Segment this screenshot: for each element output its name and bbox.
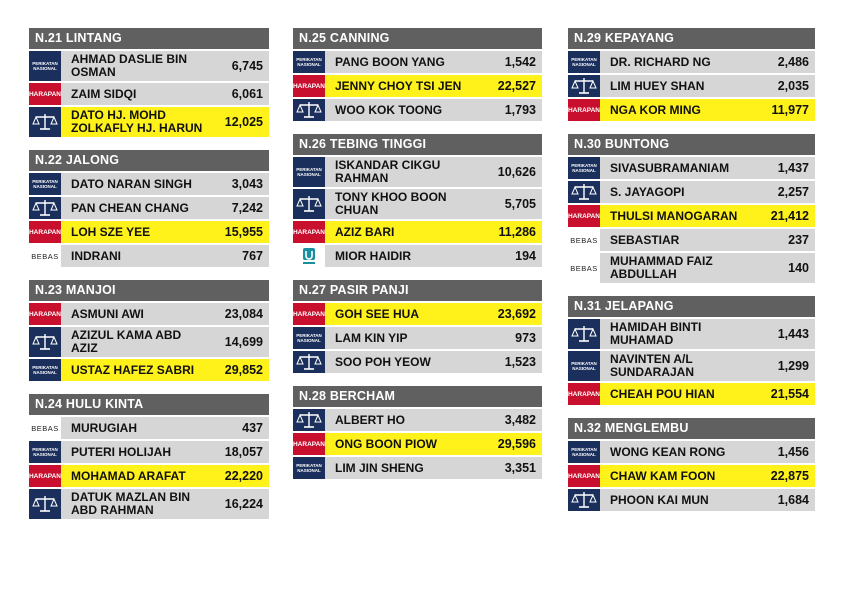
candidate-votes: 767 [242,249,263,263]
candidate-votes: 21,412 [770,209,809,223]
barisan-nasional-scale-icon [293,351,325,373]
bebas-logo-text: BEBAS [31,423,59,433]
seat-result-card [568,134,815,283]
candidate-row [293,155,542,187]
candidate-votes: 10,626 [497,165,536,179]
barisan-nasional-scale-icon [29,489,61,519]
candidate-row [568,439,815,463]
candidate-name: THULSI MANOGARAN [610,208,738,223]
bebas-logo [568,229,600,251]
perikatan-nasional-logo [29,441,61,463]
candidate-name: S. JAYAGOPI [610,184,685,199]
candidate-name: INDRANI [71,248,121,263]
candidate-name: JENNY CHOY TSI JEN [335,78,462,93]
candidate-name: DATO HJ. MOHD ZOLKAFLY HJ. HARUN [71,108,203,135]
candidate-votes: 1,684 [777,493,809,507]
perikatan-nasional-logo-text: PERIKATAN NASIONAL [571,361,597,371]
candidate-name: AZIZUL KAMA ABD AZIZ [71,328,182,355]
candidate-row-winner [29,105,269,137]
candidate-name: WONG KEAN RONG [610,444,726,459]
candidate-row-winner [568,97,815,121]
perikatan-nasional-logo [29,173,61,195]
seat-title: N.27 PASIR PANJI [293,280,542,301]
harapan-logo [293,221,325,243]
harapan-logo-text: HARAPAN [292,82,326,90]
candidate-votes: 16,224 [224,497,263,511]
seat-title: N.29 KEPAYANG [568,28,815,49]
candidate-row [293,349,542,373]
candidate-name: WOO KOK TOONG [335,102,443,117]
candidate-votes: 140 [788,261,809,275]
barisan-nasional-scale-icon [293,189,325,219]
seat-result-card [29,394,269,519]
candidate-votes: 1,456 [777,445,809,459]
candidate-row [29,325,269,357]
seat-title: N.30 BUNTONG [568,134,815,155]
seat-result-card [29,28,269,137]
candidate-row [293,97,542,121]
candidate-row [293,325,542,349]
perikatan-nasional-logo-text: PERIKATAN NASIONAL [32,61,58,71]
candidate-name: ALBERT HO [335,412,405,427]
perikatan-nasional-logo [293,157,325,187]
candidate-votes: 29,852 [224,363,263,377]
candidate-row [568,49,815,73]
candidate-votes: 29,596 [497,437,536,451]
candidate-votes: 194 [515,249,536,263]
harapan-logo [568,99,600,121]
harapan-logo-text: HARAPAN [28,472,62,480]
candidate-name: TONY KHOO BOON CHUAN [335,190,447,217]
candidate-votes: 973 [515,331,536,345]
seat-title: N.21 LINTANG [29,28,269,49]
harapan-logo-text: HARAPAN [567,106,601,114]
candidate-name: MUHAMMAD FAIZ ABDULLAH [610,254,713,281]
perikatan-nasional-logo-text: PERIKATAN NASIONAL [296,167,322,177]
candidate-votes: 2,486 [777,55,809,69]
perikatan-nasional-logo [29,359,61,381]
column-1 [29,28,269,532]
perikatan-nasional-logo-text: PERIKATAN NASIONAL [32,365,58,375]
harapan-logo [29,303,61,325]
perikatan-nasional-logo [568,351,600,381]
perikatan-nasional-logo-text: PERIKATAN NASIONAL [32,447,58,457]
harapan-logo-text: HARAPAN [292,228,326,236]
perikatan-nasional-logo [568,51,600,73]
candidate-row [29,195,269,219]
pejuang-logo-icon [293,245,325,267]
perikatan-nasional-logo [293,457,325,479]
candidate-row [568,73,815,97]
bebas-logo-text: BEBAS [570,263,598,273]
candidate-name: LIM HUEY SHAN [610,78,705,93]
candidate-name: SOO POH YEOW [335,354,431,369]
candidate-votes: 22,220 [224,469,263,483]
candidate-row-winner [293,219,542,243]
barisan-nasional-scale-icon [568,75,600,97]
candidate-row-winner [29,463,269,487]
perikatan-nasional-logo [29,51,61,81]
candidate-row [568,487,815,511]
perikatan-nasional-logo [568,441,600,463]
harapan-logo-text: HARAPAN [28,90,62,98]
candidate-row [568,317,815,349]
barisan-nasional-scale-icon [29,327,61,357]
harapan-logo [29,83,61,105]
barisan-nasional-scale-icon [568,489,600,511]
candidate-name: CHEAH POU HIAN [610,386,715,401]
candidate-name: DATUK MAZLAN BIN ABD RAHMAN [71,490,191,517]
seat-result-card [29,280,269,381]
candidate-row-winner [293,431,542,455]
harapan-logo-text: HARAPAN [28,310,62,318]
candidate-row-winner [293,301,542,325]
candidate-name: LAM KIN YIP [335,330,408,345]
seat-title: N.28 BERCHAM [293,386,542,407]
candidate-votes: 1,437 [777,161,809,175]
seat-result-card [293,134,542,267]
perikatan-nasional-logo-text: PERIKATAN NASIONAL [296,333,322,343]
candidate-votes: 3,482 [504,413,536,427]
candidate-row [568,349,815,381]
candidate-name: PUTERI HOLIJAH [71,444,172,459]
candidate-votes: 437 [242,421,263,435]
bebas-logo [29,417,61,439]
candidate-votes: 11,977 [771,103,809,117]
candidate-row-winner [29,219,269,243]
candidate-votes: 1,299 [777,359,809,373]
candidate-row [29,243,269,267]
perikatan-nasional-logo-text: PERIKATAN NASIONAL [571,447,597,457]
candidate-name: NGA KOR MING [610,102,701,117]
barisan-nasional-scale-icon [29,107,61,137]
candidate-row-winner [568,381,815,405]
candidate-name: SIVASUBRAMANIAM [610,160,730,175]
candidate-votes: 2,035 [777,79,809,93]
candidate-name: MOHAMAD ARAFAT [71,468,186,483]
candidate-votes: 6,061 [231,87,263,101]
perikatan-nasional-logo [293,51,325,73]
candidate-name: ZAIM SIDQI [71,86,137,101]
candidate-name: MURUGIAH [71,420,137,435]
candidate-name: ONG BOON PIOW [335,436,437,451]
candidate-name: AZIZ BARI [335,224,395,239]
bebas-logo-text: BEBAS [31,251,59,261]
candidate-votes: 7,242 [231,201,263,215]
candidate-row-winner [293,73,542,97]
candidate-row [293,49,542,73]
candidate-name: LIM JIN SHENG [335,460,424,475]
candidate-row [293,187,542,219]
barisan-nasional-scale-icon [568,319,600,349]
harapan-logo-text: HARAPAN [567,390,601,398]
seat-title: N.31 JELAPANG [568,296,815,317]
candidate-votes: 12,025 [224,115,263,129]
seat-result-card [568,296,815,405]
candidate-name: AHMAD DASLIE BIN OSMAN [71,52,187,79]
harapan-logo [293,433,325,455]
candidate-votes: 21,554 [770,387,809,401]
seat-title: N.22 JALONG [29,150,269,171]
candidate-name: ASMUNI AWI [71,306,144,321]
bebas-logo [568,253,600,283]
candidate-name: PANG BOON YANG [335,54,445,69]
candidate-row-winner [568,203,815,227]
candidate-votes: 5,705 [504,197,536,211]
candidate-name: CHAW KAM FOON [610,468,716,483]
candidate-name: MIOR HAIDIR [335,248,411,263]
harapan-logo [29,465,61,487]
candidate-row [29,301,269,325]
candidate-name: PHOON KAI MUN [610,492,709,507]
seat-title: N.32 MENGLEMBU [568,418,815,439]
candidate-votes: 1,523 [504,355,536,369]
seat-result-card [29,150,269,267]
candidate-votes: 6,745 [231,59,263,73]
candidate-votes: 14,699 [224,335,263,349]
perikatan-nasional-logo [293,327,325,349]
seat-title: N.26 TEBING TINGGI [293,134,542,155]
candidate-votes: 2,257 [777,185,809,199]
candidate-row [568,155,815,179]
harapan-logo-text: HARAPAN [292,310,326,318]
candidate-row [29,487,269,519]
candidate-votes: 22,875 [770,469,809,483]
candidate-row [568,251,815,283]
harapan-logo-text: HARAPAN [567,212,601,220]
candidate-row [29,171,269,195]
candidate-name: DATO NARAN SINGH [71,176,192,191]
harapan-logo [293,303,325,325]
candidate-row [293,455,542,479]
candidate-row-winner [568,463,815,487]
candidate-votes: 15,955 [224,225,263,239]
column-3 [568,28,815,524]
seat-result-card [293,386,542,479]
harapan-logo [568,383,600,405]
seat-result-card [568,28,815,121]
candidate-votes: 1,443 [777,327,809,341]
candidate-name: ISKANDAR CIKGU RAHMAN [335,158,441,185]
harapan-logo-text: HARAPAN [567,472,601,480]
candidate-votes: 23,692 [497,307,536,321]
barisan-nasional-scale-icon [29,197,61,219]
barisan-nasional-scale-icon [293,409,325,431]
candidate-votes: 23,084 [224,307,263,321]
seat-title: N.25 CANNING [293,28,542,49]
perikatan-nasional-logo [568,157,600,179]
candidate-name: DR. RICHARD NG [610,54,711,69]
harapan-logo [568,205,600,227]
seat-title: N.24 HULU KINTA [29,394,269,415]
perikatan-nasional-logo-text: PERIKATAN NASIONAL [296,57,322,67]
harapan-logo [29,221,61,243]
candidate-row [293,407,542,431]
bebas-logo [29,245,61,267]
perikatan-nasional-logo-text: PERIKATAN NASIONAL [571,163,597,173]
candidate-row [29,49,269,81]
candidate-votes: 3,043 [231,177,263,191]
candidate-name: HAMIDAH BINTI MUHAMAD [610,320,702,347]
seat-result-card [568,418,815,511]
perikatan-nasional-logo-text: PERIKATAN NASIONAL [571,57,597,67]
candidate-votes: 1,542 [504,55,536,69]
candidate-row [568,227,815,251]
candidate-votes: 1,793 [504,103,536,117]
seat-result-card [293,280,542,373]
candidate-row [293,243,542,267]
candidate-name: USTAZ HAFEZ SABRI [71,362,195,377]
harapan-logo-text: HARAPAN [292,440,326,448]
candidate-name: NAVINTEN A/L SUNDARAJAN [610,352,695,379]
candidate-votes: 18,057 [224,445,263,459]
bebas-logo-text: BEBAS [570,235,598,245]
candidate-row [29,81,269,105]
seat-result-card [293,28,542,121]
column-2 [293,28,542,492]
candidate-row-winner [29,357,269,381]
candidate-row [568,179,815,203]
harapan-logo-text: HARAPAN [28,228,62,236]
perikatan-nasional-logo-text: PERIKATAN NASIONAL [32,179,58,189]
candidate-name: GOH SEE HUA [335,306,420,321]
candidate-votes: 22,527 [497,79,536,93]
barisan-nasional-scale-icon [293,99,325,121]
harapan-logo [293,75,325,97]
barisan-nasional-scale-icon [568,181,600,203]
candidate-name: SEBASTIAR [610,232,680,247]
candidate-name: PAN CHEAN CHANG [71,200,189,215]
candidate-row [29,439,269,463]
seat-title: N.23 MANJOI [29,280,269,301]
harapan-logo [568,465,600,487]
perikatan-nasional-logo-text: PERIKATAN NASIONAL [296,463,322,473]
candidate-votes: 3,351 [504,461,536,475]
candidate-name: LOH SZE YEE [71,224,151,239]
candidate-votes: 237 [788,233,809,247]
candidate-votes: 11,286 [498,225,536,239]
candidate-row [29,415,269,439]
